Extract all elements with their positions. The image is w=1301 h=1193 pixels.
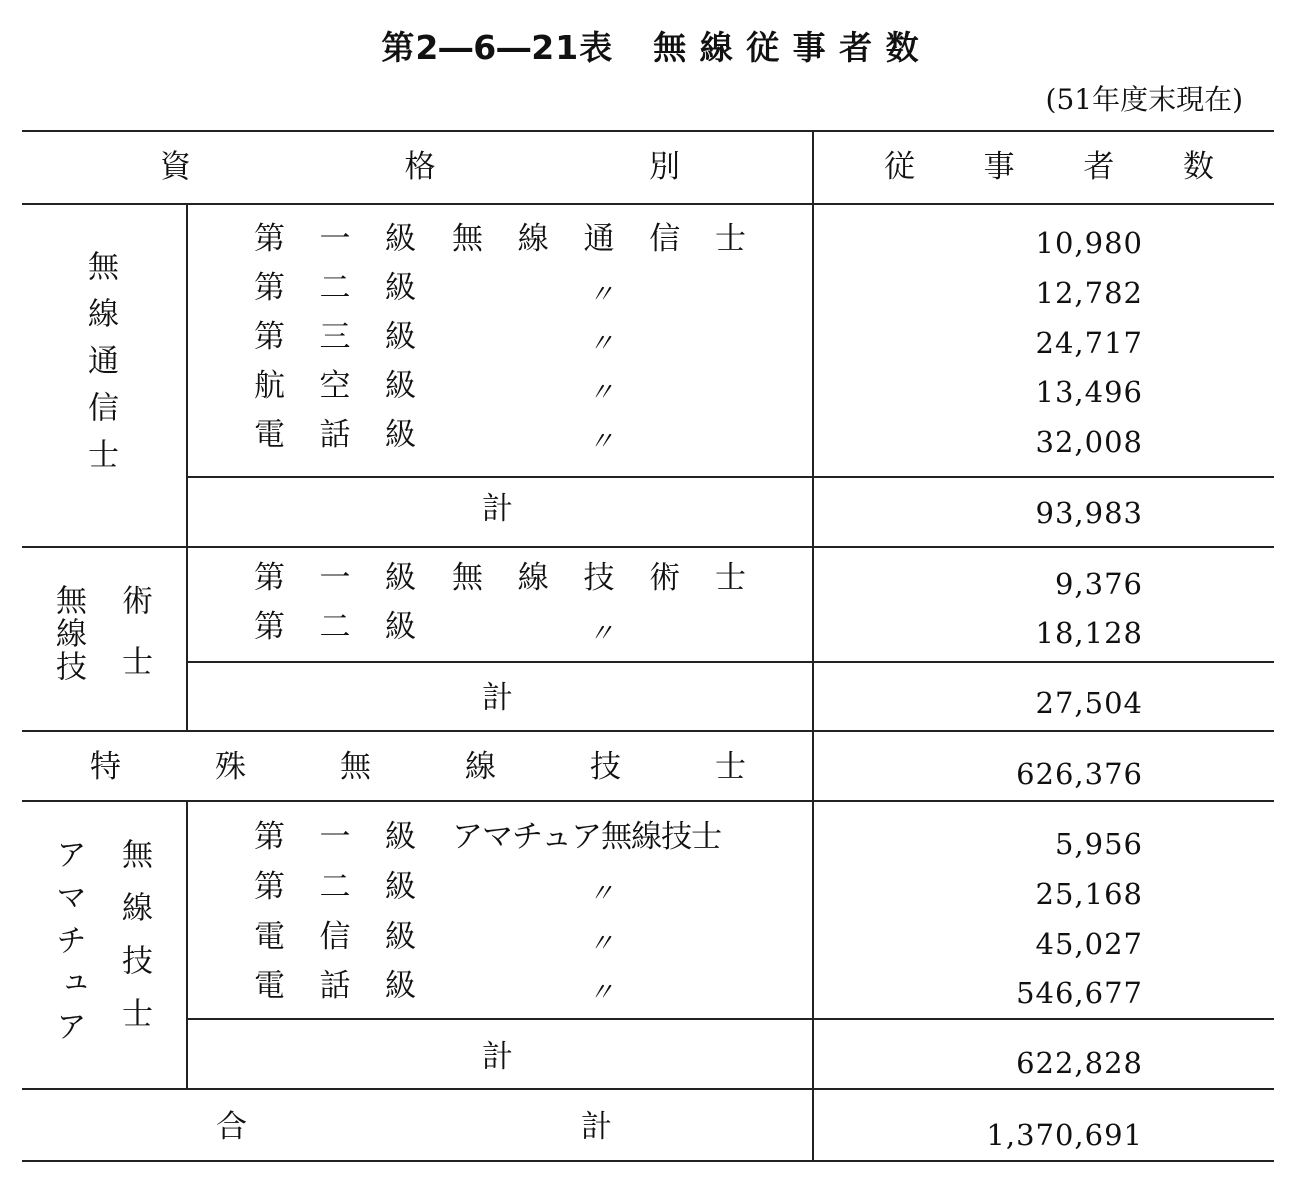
tsushin-subtotal-label: 計 <box>482 491 513 527</box>
tsushin-row-1-grade: 第 一 級 <box>254 221 416 257</box>
amateur-row-3-grade: 電 信 級 <box>254 919 416 955</box>
amateur-label-divider <box>186 800 188 1088</box>
gijutsu-row-2-value: 18,128 <box>1035 616 1143 650</box>
grand-total-label: 合 計 <box>216 1109 612 1145</box>
tsushin-bottom-rule <box>22 546 1274 548</box>
amateur-row-1-name: アマチュア無線技士 <box>452 819 722 855</box>
amateur-subtotal-label: 計 <box>482 1039 513 1075</box>
as-of-date: (51年度末現在) <box>1045 83 1243 116</box>
amateur-row-2-value: 25,168 <box>1035 877 1143 911</box>
amateur-row-3-value: 45,027 <box>1035 927 1143 961</box>
ditto-mark: 〃 <box>588 619 615 649</box>
header-count: 従 事 者 数 <box>884 149 1214 185</box>
gijutsu-row-2-grade: 第 二 級 <box>254 609 416 645</box>
header-qualification: 資 格 別 <box>160 149 680 185</box>
tsushin-subtotal-rule <box>186 476 1274 478</box>
gijutsu-label-divider <box>186 546 188 730</box>
tsushin-subtotal-value: 93,983 <box>1035 496 1143 530</box>
tsushin-row-4-value: 13,496 <box>1035 375 1143 409</box>
tsushin-row-2-grade: 第 二 級 <box>254 270 416 306</box>
amateur-group-label-col1: アマチュア <box>50 838 86 1053</box>
gijutsu-subtotal-value: 27,504 <box>1035 686 1143 720</box>
table-bottom-rule <box>22 1160 1274 1162</box>
tsushin-row-1-value: 10,980 <box>1035 226 1143 260</box>
gijutsu-row-1-value: 9,376 <box>1054 567 1143 601</box>
gijutsu-subtotal-label: 計 <box>482 680 513 716</box>
ditto-mark: 〃 <box>588 427 615 457</box>
tsushin-row-4-grade: 航 空 級 <box>254 368 416 404</box>
table-name: 無 線 従 事 者 数 <box>653 28 920 67</box>
gijutsu-bottom-rule <box>22 730 1274 732</box>
amateur-subtotal-value: 622,828 <box>1016 1046 1143 1080</box>
amateur-subtotal-rule <box>186 1018 1274 1020</box>
ditto-mark: 〃 <box>588 879 615 909</box>
tsushin-group-label: 無線通信士 <box>82 250 118 485</box>
table-title <box>0 22 1301 69</box>
amateur-row-2-grade: 第 二 級 <box>254 869 416 905</box>
tsushin-row-5-value: 32,008 <box>1035 425 1143 459</box>
table-top-rule <box>22 130 1274 132</box>
ditto-mark: 〃 <box>588 978 615 1008</box>
header-bottom-rule <box>22 203 1274 205</box>
amateur-bottom-rule <box>22 1088 1274 1090</box>
tokushu-value: 626,376 <box>1016 757 1143 791</box>
tokushu-bottom-rule <box>22 800 1274 802</box>
gijutsu-row-1-name: 無 線 技 術 士 <box>452 560 746 596</box>
amateur-row-1-value: 5,956 <box>1054 827 1143 861</box>
gijutsu-group-label-col1: 無線技 <box>50 584 86 683</box>
gijutsu-subtotal-rule <box>186 661 1274 663</box>
tsushin-row-5-grade: 電 話 級 <box>254 417 416 453</box>
amateur-group-label-col2: 無線技士 <box>116 838 152 1050</box>
value-column-divider <box>812 130 814 1160</box>
amateur-row-4-grade: 電 話 級 <box>254 968 416 1004</box>
gijutsu-group-label-col2: 術士 <box>116 584 152 706</box>
ditto-mark: 〃 <box>588 329 615 359</box>
tokushu-label: 特 殊 無 線 技 士 <box>90 749 746 785</box>
tsushin-row-2-value: 12,782 <box>1035 276 1143 310</box>
tsushin-label-divider <box>186 203 188 546</box>
gijutsu-row-1-grade: 第 一 級 <box>254 560 416 596</box>
tsushin-row-3-grade: 第 三 級 <box>254 319 416 355</box>
ditto-mark: 〃 <box>588 378 615 408</box>
tsushin-row-1-name: 無 線 通 信 士 <box>452 221 746 257</box>
ditto-mark: 〃 <box>588 280 615 310</box>
amateur-row-4-value: 546,677 <box>1016 976 1143 1010</box>
tsushin-row-3-value: 24,717 <box>1035 326 1143 360</box>
ditto-mark: 〃 <box>588 929 615 959</box>
grand-total-value: 1,370,691 <box>986 1118 1143 1152</box>
amateur-row-1-grade: 第 一 級 <box>254 819 416 855</box>
table-number: 第2―6―21表 <box>381 28 614 67</box>
